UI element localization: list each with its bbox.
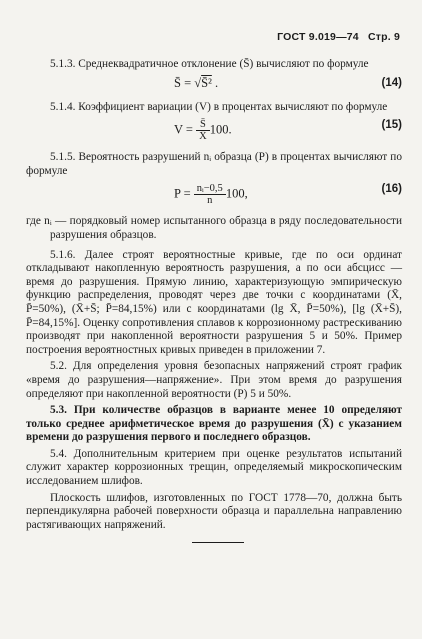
formula-16-denominator: n — [207, 195, 213, 207]
formula-14-radicand: S̄² — [201, 75, 212, 90]
formula-15-fraction — [196, 119, 210, 142]
formula-15-number: (15) — [381, 119, 402, 132]
formula-16-lhs: P = — [174, 186, 194, 201]
formula-16-number: (16) — [381, 183, 402, 196]
page-body — [26, 58, 402, 535]
formula-16-expression — [174, 183, 248, 206]
formula-16 — [26, 181, 402, 211]
formula-16-tail: 100, — [225, 186, 248, 201]
formula-15-numerator: S̄ — [196, 119, 210, 131]
formula-16-fraction — [194, 183, 226, 206]
formula-15 — [26, 117, 402, 147]
section-5-1-6: 5.1.6. Далее строят вероятностные кривые, где по оси ординат откладывают накопленную вероятность разрушения, а по оси абсцисс — время до разрушения. Прямую линию, характеризующую эмпирическую функцию распределения, проводят через две точки с координатами (X̄, P̄=50%), (X̄+S̄; P̄=84,15%) или с координатами (lg X̄, P̄=50%), [lg (X̄+S̄), P̄=84,15%]. Оценку сопротивления сплавов к коррозионному растрескиванию производят при накопленной вероятности разрушения 5 и 50%. Пример построения вероятностных кривых приведен в приложении 7. — [26, 248, 402, 356]
formula-14 — [26, 75, 402, 97]
formula-14-expression — [174, 77, 218, 91]
page-number: Стр. 9 — [367, 31, 400, 43]
formula-16-numerator: nᵢ−0,5 — [194, 183, 226, 195]
section-5-1-3: 5.1.3. Среднеквадратичное отклонение (S̄) вычисляют по формуле — [50, 58, 369, 70]
formula-14-lhs: S̄ = √ — [174, 75, 202, 90]
formula-15-denominator: X̄ — [199, 131, 207, 143]
formula-15-expression — [174, 119, 232, 142]
section-5-2: 5.2. Для определения уровня безопасных напряжений строят график «время до разрушения—напряжение». При этом время до разрушения определяют при накопленной вероятности (P) 5 и 50%. — [26, 360, 402, 400]
section-5-4-continued: Плоскость шлифов, изготовленных по ГОСТ 1778—70, должна быть перпендикулярна рабочей поверхности образца и параллельна направлению растягивающих напряжений. — [26, 491, 402, 531]
section-5-4: 5.4. Дополнительным критерием при оценке результатов испытаний служит характер коррозионных трещин, определяемый микроскопическим исследованием шлифов. — [26, 447, 402, 488]
formula-14-tail: . — [211, 75, 219, 90]
section-5-1-5: 5.1.5. Вероятность разрушений nᵢ образца (P) в процентах вычисляют по формуле — [26, 151, 402, 177]
end-rule — [192, 542, 244, 543]
formula-15-lhs: V = — [174, 122, 197, 137]
page-header — [271, 31, 400, 43]
section-5-3: 5.3. При количестве образцов в варианте менее 10 определяют только среднее арифметическое время до разрушения (X̄) с указанием времени до разрушения первого и последнего образцов. — [26, 404, 402, 444]
formula-15-tail: 100. — [209, 122, 232, 137]
standard-number: ГОСТ 9.019—74 — [277, 31, 359, 43]
where-clause: где nᵢ — порядковый номер испытанного образца в ряду последовательности разрушения образцов. — [26, 215, 402, 241]
section-5-1-4: 5.1.4. Коэффициент вариации (V) в процентах вычисляют по формуле — [50, 100, 388, 113]
formula-14-number: (14) — [381, 76, 402, 89]
